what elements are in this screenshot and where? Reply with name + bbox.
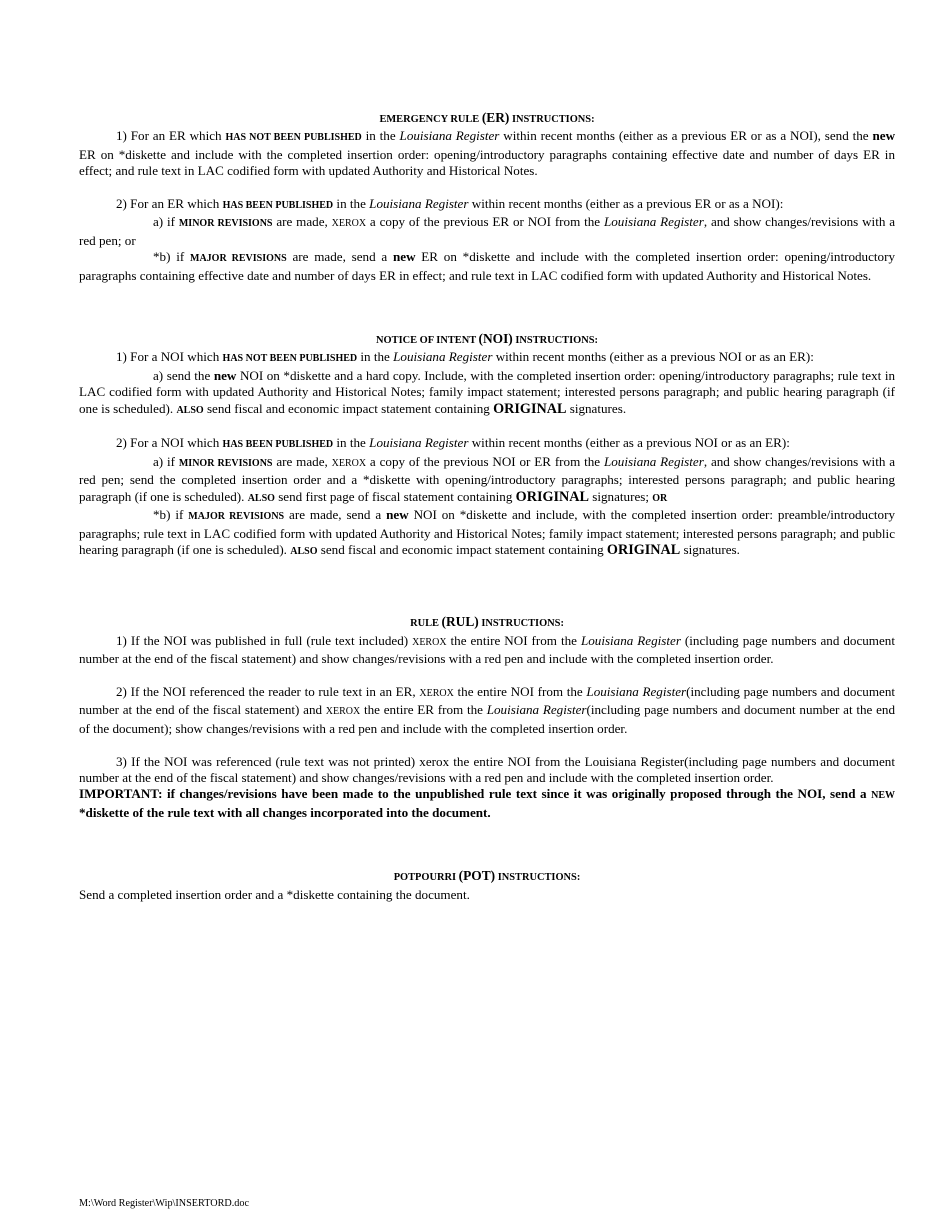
rule-heading: RULE (RUL) INSTRUCTIONS: (410, 614, 564, 630)
file-path-footer: M:\Word Register\Wip\INSERTORD.doc (79, 1198, 250, 1209)
emergency-paragraph-2a: a) if MINOR REVISIONS are made, XEROX a copy of the previous ER or NOI from the Louisiana Register, and show changes/revisions with a red pen; or (79, 214, 896, 248)
emergency-rule-heading: EMERGENCY RULE (ER) INSTRUCTIONS: (379, 110, 595, 125)
noi-paragraph-2b: *b) if MAJOR REVISIONS are made, send a new NOI on *diskette and include, with the completed insertion order: preamble/introductory paragraphs; rule text in LAC codified form with updated Authority and Historical Notes; family impact statement; interested persons paragraph; and public hearing paragraph (if one is scheduled). ALSO send fiscal and economic impact statement containing ORIGINAL signatures. (79, 507, 896, 558)
noi-paragraph-1a: a) send the new NOI on *diskette and a hard copy. Include, with the completed insertion order: opening/introductory paragraphs; rule text in LAC codified form with updated Authority and Historical Notes; family impact statement; interested persons paragraph; and public hearing paragraph (if one is scheduled). ALSO send fiscal and economic impact statement containing ORIGINAL signatures. (79, 367, 895, 417)
document-page (79, 110, 895, 903)
noi-paragraph-1: 1) For a NOI which HAS NOT BEEN PUBLISHED in the Louisiana Register within recent months (either as a previous NOI or as an ER): (116, 349, 814, 365)
rule-paragraph-2: 2) If the NOI referenced the reader to rule text in an ER, XEROX the entire NOI from the Louisiana Register(including page numbers and document number at the end of the fiscal statement) and XEROX the entire ER from the Louisiana Register(including page numbers and document number at the end of the document); show changes/revisions with a red pen and include with the completed insertion order. (79, 683, 896, 736)
emergency-paragraph-1: 1) For an ER which HAS NOT BEEN PUBLISHED in the Louisiana Register within recent months (either as a previous ER or as a NOI), send the new ER on *diskette and include with the completed insertion order: opening/introductory paragraphs containing effective date and number of days ER in effect; and rule text in LAC codified form with updated Authority and Historical Notes. (79, 128, 896, 179)
noi-paragraph-2: 2) For a NOI which HAS BEEN PUBLISHED in the Louisiana Register within recent months (either as a previous NOI or as an ER): (116, 435, 790, 451)
rule-paragraph-3: 3) If the NOI was referenced (rule text was not printed) xerox the entire NOI from the Louisiana Register(including page numbers and document number at the end of the fiscal statement) and show changes/revisions with a red pen and include with the completed insertion order. (79, 753, 895, 785)
emergency-paragraph-2: 2) For an ER which HAS BEEN PUBLISHED in the Louisiana Register within recent months (either as a previous ER or as a NOI): (116, 196, 784, 212)
potpourri-paragraph: Send a completed insertion order and a *diskette containing the document. (79, 886, 470, 902)
noi-heading: NOTICE OF INTENT (NOI) INSTRUCTIONS: (376, 331, 598, 347)
potpourri-heading: POTPOURRI (POT) INSTRUCTIONS: (393, 868, 581, 884)
noi-paragraph-2a: a) if MINOR REVISIONS are made, XEROX a copy of the previous NOI or ER from the Louisiana Register, and show changes/revisions with a red pen; send the completed insertion order and a *diskette with opening/introductory paragraphs; interested persons paragraph; and public hearing paragraph (if one is scheduled). ALSO send first page of fiscal statement containing ORIGINAL signatures; OR (79, 453, 896, 505)
emergency-paragraph-2b: *b) if MAJOR REVISIONS are made, send a new ER on *diskette and include with the completed insertion order: opening/introductory paragraphs containing effective date and number of days ER in effect; and rule text in LAC codified form with updated Authority and Historical Notes. (79, 249, 896, 283)
rule-paragraph-1: 1) If the NOI was published in full (rule text included) XEROX the entire NOI from the Louisiana Register (including page numbers and document number at the end of the fiscal statement) and show changes/revisions with a red pen and include with the completed insertion order. (79, 632, 895, 667)
rule-important-note: IMPORTANT: if changes/revisions have been made to the unpublished rule text since it was originally proposed through the NOI, send a NEW *diskette of the rule text with all changes incorporated into the document. (79, 786, 895, 820)
